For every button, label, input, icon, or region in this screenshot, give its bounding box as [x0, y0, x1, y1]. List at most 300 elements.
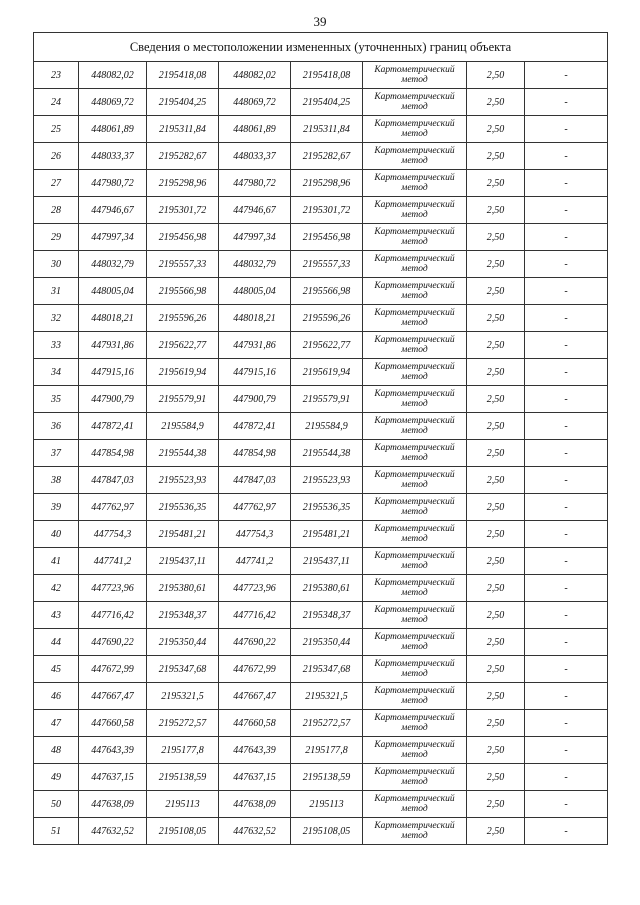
y-existing-cell: 2195272,57 — [147, 710, 219, 737]
x-refined-cell: 448069,72 — [219, 89, 291, 116]
point-number-cell: 46 — [34, 683, 79, 710]
x-existing-cell: 448061,89 — [79, 116, 147, 143]
method-line-1: Картометрический — [374, 335, 455, 345]
table-row — [34, 89, 608, 116]
y-refined-cell: 2195380,61 — [291, 575, 363, 602]
method-line-2: метод — [401, 615, 428, 625]
method-line-2: метод — [401, 723, 428, 733]
method-line-1: Картометрический — [374, 767, 455, 777]
x-refined-cell: 447667,47 — [219, 683, 291, 710]
note-cell: - — [525, 683, 608, 710]
y-refined-cell: 2195584,9 — [291, 413, 363, 440]
y-existing-cell: 2195619,94 — [147, 359, 219, 386]
point-number-cell: 50 — [34, 791, 79, 818]
point-number-cell: 31 — [34, 278, 79, 305]
x-refined-cell: 447854,98 — [219, 440, 291, 467]
y-existing-cell: 2195177,8 — [147, 737, 219, 764]
point-number-cell: 33 — [34, 332, 79, 359]
table-row — [34, 683, 608, 710]
method-line-2: метод — [401, 696, 428, 706]
note-cell: - — [525, 440, 608, 467]
method-cell — [363, 251, 467, 278]
accuracy-cell: 2,50 — [467, 494, 525, 521]
method-cell — [363, 710, 467, 737]
method-line-1: Картометрический — [374, 119, 455, 129]
point-number-cell: 34 — [34, 359, 79, 386]
table-row — [34, 440, 608, 467]
note-cell: - — [525, 575, 608, 602]
point-number-cell: 41 — [34, 548, 79, 575]
method-line-2: метод — [401, 372, 428, 382]
method-cell — [363, 467, 467, 494]
x-existing-cell: 447632,52 — [79, 818, 147, 845]
table-row — [34, 278, 608, 305]
x-refined-cell: 448033,37 — [219, 143, 291, 170]
x-refined-cell: 447643,39 — [219, 737, 291, 764]
method-line-2: метод — [401, 399, 428, 409]
method-line-2: метод — [401, 534, 428, 544]
x-existing-cell: 447660,58 — [79, 710, 147, 737]
method-line-2: метод — [401, 561, 428, 571]
method-line-2: метод — [401, 804, 428, 814]
x-existing-cell: 447672,99 — [79, 656, 147, 683]
x-existing-cell: 448033,37 — [79, 143, 147, 170]
table-row — [34, 494, 608, 521]
accuracy-cell: 2,50 — [467, 467, 525, 494]
accuracy-cell: 2,50 — [467, 116, 525, 143]
point-number-cell: 23 — [34, 62, 79, 89]
method-cell — [363, 116, 467, 143]
note-cell: - — [525, 494, 608, 521]
method-line-1: Картометрический — [374, 362, 455, 372]
table-row — [34, 791, 608, 818]
method-line-2: метод — [401, 588, 428, 598]
method-line-1: Картометрический — [374, 578, 455, 588]
method-line-2: метод — [401, 345, 428, 355]
note-cell: - — [525, 386, 608, 413]
accuracy-cell: 2,50 — [467, 548, 525, 575]
x-refined-cell: 447980,72 — [219, 170, 291, 197]
x-refined-cell: 447632,52 — [219, 818, 291, 845]
x-refined-cell: 447900,79 — [219, 386, 291, 413]
y-existing-cell: 2195536,35 — [147, 494, 219, 521]
point-number-cell: 40 — [34, 521, 79, 548]
y-existing-cell: 2195437,11 — [147, 548, 219, 575]
x-existing-cell: 447946,67 — [79, 197, 147, 224]
point-number-cell: 29 — [34, 224, 79, 251]
point-number-cell: 28 — [34, 197, 79, 224]
method-cell — [363, 629, 467, 656]
x-refined-cell: 448061,89 — [219, 116, 291, 143]
x-refined-cell: 448032,79 — [219, 251, 291, 278]
accuracy-cell: 2,50 — [467, 413, 525, 440]
method-line-2: метод — [401, 75, 428, 85]
point-number-cell: 32 — [34, 305, 79, 332]
method-line-1: Картометрический — [374, 740, 455, 750]
method-cell — [363, 332, 467, 359]
method-cell — [363, 764, 467, 791]
x-existing-cell: 447667,47 — [79, 683, 147, 710]
method-line-1: Картометрический — [374, 713, 455, 723]
y-existing-cell: 2195108,05 — [147, 818, 219, 845]
x-refined-cell: 448005,04 — [219, 278, 291, 305]
method-line-1: Картометрический — [374, 65, 455, 75]
table-row — [34, 575, 608, 602]
accuracy-cell: 2,50 — [467, 170, 525, 197]
x-existing-cell: 447637,15 — [79, 764, 147, 791]
method-cell — [363, 413, 467, 440]
method-cell — [363, 224, 467, 251]
y-refined-cell: 2195557,33 — [291, 251, 363, 278]
x-existing-cell: 447854,98 — [79, 440, 147, 467]
method-line-1: Картометрический — [374, 794, 455, 804]
y-refined-cell: 2195579,91 — [291, 386, 363, 413]
x-existing-cell: 447997,34 — [79, 224, 147, 251]
y-refined-cell: 2195619,94 — [291, 359, 363, 386]
table-row — [34, 197, 608, 224]
method-cell — [363, 359, 467, 386]
y-refined-cell: 2195544,38 — [291, 440, 363, 467]
x-refined-cell: 447637,15 — [219, 764, 291, 791]
x-existing-cell: 447716,42 — [79, 602, 147, 629]
note-cell: - — [525, 737, 608, 764]
method-cell — [363, 818, 467, 845]
note-cell: - — [525, 791, 608, 818]
x-existing-cell: 447741,2 — [79, 548, 147, 575]
note-cell: - — [525, 629, 608, 656]
note-cell: - — [525, 116, 608, 143]
y-refined-cell: 2195272,57 — [291, 710, 363, 737]
point-number-cell: 30 — [34, 251, 79, 278]
point-number-cell: 26 — [34, 143, 79, 170]
method-line-1: Картометрический — [374, 146, 455, 156]
method-cell — [363, 521, 467, 548]
y-existing-cell: 2195404,25 — [147, 89, 219, 116]
method-line-1: Картометрический — [374, 254, 455, 264]
x-refined-cell: 447723,96 — [219, 575, 291, 602]
x-existing-cell: 448082,02 — [79, 62, 147, 89]
accuracy-cell: 2,50 — [467, 143, 525, 170]
table-row — [34, 251, 608, 278]
y-existing-cell: 2195298,96 — [147, 170, 219, 197]
y-refined-cell: 2195418,08 — [291, 62, 363, 89]
table-row — [34, 737, 608, 764]
x-refined-cell: 447762,97 — [219, 494, 291, 521]
accuracy-cell: 2,50 — [467, 224, 525, 251]
table-row — [34, 656, 608, 683]
x-refined-cell: 447915,16 — [219, 359, 291, 386]
table-row — [34, 332, 608, 359]
y-existing-cell: 2195418,08 — [147, 62, 219, 89]
x-refined-cell: 447660,58 — [219, 710, 291, 737]
table-row — [34, 602, 608, 629]
x-refined-cell: 448082,02 — [219, 62, 291, 89]
y-refined-cell: 2195437,11 — [291, 548, 363, 575]
method-cell — [363, 683, 467, 710]
method-cell — [363, 602, 467, 629]
point-number-cell: 42 — [34, 575, 79, 602]
method-cell — [363, 305, 467, 332]
table-row — [34, 386, 608, 413]
y-existing-cell: 2195544,38 — [147, 440, 219, 467]
table-title-row — [34, 33, 608, 62]
x-refined-cell: 447997,34 — [219, 224, 291, 251]
table-row — [34, 224, 608, 251]
y-existing-cell: 2195282,67 — [147, 143, 219, 170]
y-refined-cell: 2195404,25 — [291, 89, 363, 116]
x-existing-cell: 447754,3 — [79, 521, 147, 548]
table-row — [34, 116, 608, 143]
method-line-2: метод — [401, 831, 428, 841]
accuracy-cell: 2,50 — [467, 332, 525, 359]
method-cell — [363, 656, 467, 683]
y-refined-cell: 2195523,93 — [291, 467, 363, 494]
method-line-1: Картометрический — [374, 659, 455, 669]
table-row — [34, 305, 608, 332]
x-existing-cell: 448032,79 — [79, 251, 147, 278]
note-cell: - — [525, 764, 608, 791]
method-line-1: Картометрический — [374, 443, 455, 453]
y-existing-cell: 2195138,59 — [147, 764, 219, 791]
method-line-1: Картометрический — [374, 281, 455, 291]
method-line-1: Картометрический — [374, 92, 455, 102]
accuracy-cell: 2,50 — [467, 737, 525, 764]
x-refined-cell: 447741,2 — [219, 548, 291, 575]
note-cell: - — [525, 818, 608, 845]
method-cell — [363, 386, 467, 413]
x-refined-cell: 447672,99 — [219, 656, 291, 683]
y-existing-cell: 2195557,33 — [147, 251, 219, 278]
note-cell: - — [525, 89, 608, 116]
accuracy-cell: 2,50 — [467, 575, 525, 602]
x-existing-cell: 447931,86 — [79, 332, 147, 359]
point-number-cell: 43 — [34, 602, 79, 629]
y-refined-cell: 2195350,44 — [291, 629, 363, 656]
note-cell: - — [525, 332, 608, 359]
point-number-cell: 51 — [34, 818, 79, 845]
accuracy-cell: 2,50 — [467, 386, 525, 413]
accuracy-cell: 2,50 — [467, 440, 525, 467]
method-line-2: метод — [401, 264, 428, 274]
point-number-cell: 38 — [34, 467, 79, 494]
accuracy-cell: 2,50 — [467, 359, 525, 386]
x-existing-cell: 447690,22 — [79, 629, 147, 656]
table-row — [34, 62, 608, 89]
y-existing-cell: 2195579,91 — [147, 386, 219, 413]
method-line-2: метод — [401, 669, 428, 679]
method-line-2: метод — [401, 750, 428, 760]
table-row — [34, 143, 608, 170]
x-existing-cell: 447915,16 — [79, 359, 147, 386]
y-refined-cell: 2195311,84 — [291, 116, 363, 143]
accuracy-cell: 2,50 — [467, 197, 525, 224]
x-existing-cell: 447643,39 — [79, 737, 147, 764]
note-cell: - — [525, 656, 608, 683]
method-line-1: Картометрический — [374, 632, 455, 642]
y-refined-cell: 2195298,96 — [291, 170, 363, 197]
method-line-1: Картометрический — [374, 497, 455, 507]
method-line-1: Картометрический — [374, 605, 455, 615]
point-number-cell: 25 — [34, 116, 79, 143]
method-cell — [363, 89, 467, 116]
y-existing-cell: 2195481,21 — [147, 521, 219, 548]
method-line-1: Картометрический — [374, 416, 455, 426]
x-refined-cell: 447716,42 — [219, 602, 291, 629]
x-existing-cell: 448018,21 — [79, 305, 147, 332]
note-cell: - — [525, 197, 608, 224]
accuracy-cell: 2,50 — [467, 305, 525, 332]
y-refined-cell: 2195481,21 — [291, 521, 363, 548]
x-existing-cell: 447762,97 — [79, 494, 147, 521]
method-cell — [363, 440, 467, 467]
method-line-2: метод — [401, 777, 428, 787]
y-refined-cell: 2195347,68 — [291, 656, 363, 683]
method-line-1: Картометрический — [374, 173, 455, 183]
y-existing-cell: 2195622,77 — [147, 332, 219, 359]
y-existing-cell: 2195523,93 — [147, 467, 219, 494]
method-line-2: метод — [401, 183, 428, 193]
method-line-2: метод — [401, 102, 428, 112]
x-existing-cell: 447980,72 — [79, 170, 147, 197]
method-line-2: метод — [401, 291, 428, 301]
x-refined-cell: 447690,22 — [219, 629, 291, 656]
point-number-cell: 44 — [34, 629, 79, 656]
method-cell — [363, 575, 467, 602]
y-existing-cell: 2195301,72 — [147, 197, 219, 224]
x-refined-cell: 448018,21 — [219, 305, 291, 332]
point-number-cell: 27 — [34, 170, 79, 197]
note-cell: - — [525, 413, 608, 440]
accuracy-cell: 2,50 — [467, 62, 525, 89]
y-existing-cell: 2195350,44 — [147, 629, 219, 656]
method-line-1: Картометрический — [374, 308, 455, 318]
method-cell — [363, 170, 467, 197]
method-line-2: метод — [401, 318, 428, 328]
x-existing-cell: 448069,72 — [79, 89, 147, 116]
table-row — [34, 629, 608, 656]
accuracy-cell: 2,50 — [467, 629, 525, 656]
note-cell: - — [525, 467, 608, 494]
point-number-cell: 37 — [34, 440, 79, 467]
method-line-1: Картометрический — [374, 470, 455, 480]
method-cell — [363, 737, 467, 764]
method-line-2: метод — [401, 210, 428, 220]
y-existing-cell: 2195321,5 — [147, 683, 219, 710]
y-refined-cell: 2195282,67 — [291, 143, 363, 170]
y-existing-cell: 2195566,98 — [147, 278, 219, 305]
y-refined-cell: 2195301,72 — [291, 197, 363, 224]
note-cell: - — [525, 548, 608, 575]
x-existing-cell: 447723,96 — [79, 575, 147, 602]
y-existing-cell: 2195113 — [147, 791, 219, 818]
y-existing-cell: 2195348,37 — [147, 602, 219, 629]
x-refined-cell: 447946,67 — [219, 197, 291, 224]
y-refined-cell: 2195348,37 — [291, 602, 363, 629]
point-number-cell: 24 — [34, 89, 79, 116]
accuracy-cell: 2,50 — [467, 764, 525, 791]
table-row — [34, 359, 608, 386]
accuracy-cell: 2,50 — [467, 251, 525, 278]
x-refined-cell: 447638,09 — [219, 791, 291, 818]
method-cell — [363, 791, 467, 818]
x-refined-cell: 447754,3 — [219, 521, 291, 548]
table-row — [34, 764, 608, 791]
accuracy-cell: 2,50 — [467, 791, 525, 818]
note-cell: - — [525, 62, 608, 89]
note-cell: - — [525, 224, 608, 251]
note-cell: - — [525, 305, 608, 332]
x-existing-cell: 447638,09 — [79, 791, 147, 818]
method-line-1: Картометрический — [374, 524, 455, 534]
table-row — [34, 170, 608, 197]
point-number-cell: 39 — [34, 494, 79, 521]
y-existing-cell: 2195347,68 — [147, 656, 219, 683]
accuracy-cell: 2,50 — [467, 521, 525, 548]
y-refined-cell: 2195177,8 — [291, 737, 363, 764]
accuracy-cell: 2,50 — [467, 89, 525, 116]
method-cell — [363, 278, 467, 305]
note-cell: - — [525, 521, 608, 548]
page-number: 39 — [313, 14, 327, 29]
point-number-cell: 45 — [34, 656, 79, 683]
point-number-cell: 35 — [34, 386, 79, 413]
method-line-2: метод — [401, 237, 428, 247]
y-refined-cell: 2195321,5 — [291, 683, 363, 710]
table-row — [34, 467, 608, 494]
boundary-coordinates-table — [33, 32, 608, 845]
accuracy-cell: 2,50 — [467, 818, 525, 845]
note-cell: - — [525, 359, 608, 386]
note-cell: - — [525, 170, 608, 197]
method-cell — [363, 197, 467, 224]
table-row — [34, 818, 608, 845]
x-refined-cell: 447872,41 — [219, 413, 291, 440]
note-cell: - — [525, 602, 608, 629]
method-line-1: Картометрический — [374, 821, 455, 831]
method-line-2: метод — [401, 129, 428, 139]
table-row — [34, 521, 608, 548]
table-title: Сведения о местоположении измененных (уточненных) границ объекта — [34, 33, 608, 62]
y-refined-cell: 2195566,98 — [291, 278, 363, 305]
method-line-1: Картометрический — [374, 227, 455, 237]
method-line-2: метод — [401, 453, 428, 463]
method-line-2: метод — [401, 426, 428, 436]
y-refined-cell: 2195596,26 — [291, 305, 363, 332]
accuracy-cell: 2,50 — [467, 656, 525, 683]
method-line-1: Картометрический — [374, 551, 455, 561]
y-refined-cell: 2195536,35 — [291, 494, 363, 521]
accuracy-cell: 2,50 — [467, 278, 525, 305]
x-existing-cell: 448005,04 — [79, 278, 147, 305]
note-cell: - — [525, 278, 608, 305]
y-existing-cell: 2195456,98 — [147, 224, 219, 251]
x-existing-cell: 447872,41 — [79, 413, 147, 440]
x-existing-cell: 447900,79 — [79, 386, 147, 413]
method-line-2: метод — [401, 156, 428, 166]
y-refined-cell: 2195622,77 — [291, 332, 363, 359]
x-refined-cell: 447931,86 — [219, 332, 291, 359]
y-existing-cell: 2195311,84 — [147, 116, 219, 143]
y-existing-cell: 2195584,9 — [147, 413, 219, 440]
accuracy-cell: 2,50 — [467, 602, 525, 629]
note-cell: - — [525, 143, 608, 170]
method-line-2: метод — [401, 507, 428, 517]
method-line-1: Картометрический — [374, 389, 455, 399]
accuracy-cell: 2,50 — [467, 683, 525, 710]
x-refined-cell: 447847,03 — [219, 467, 291, 494]
table-row — [34, 548, 608, 575]
point-number-cell: 36 — [34, 413, 79, 440]
